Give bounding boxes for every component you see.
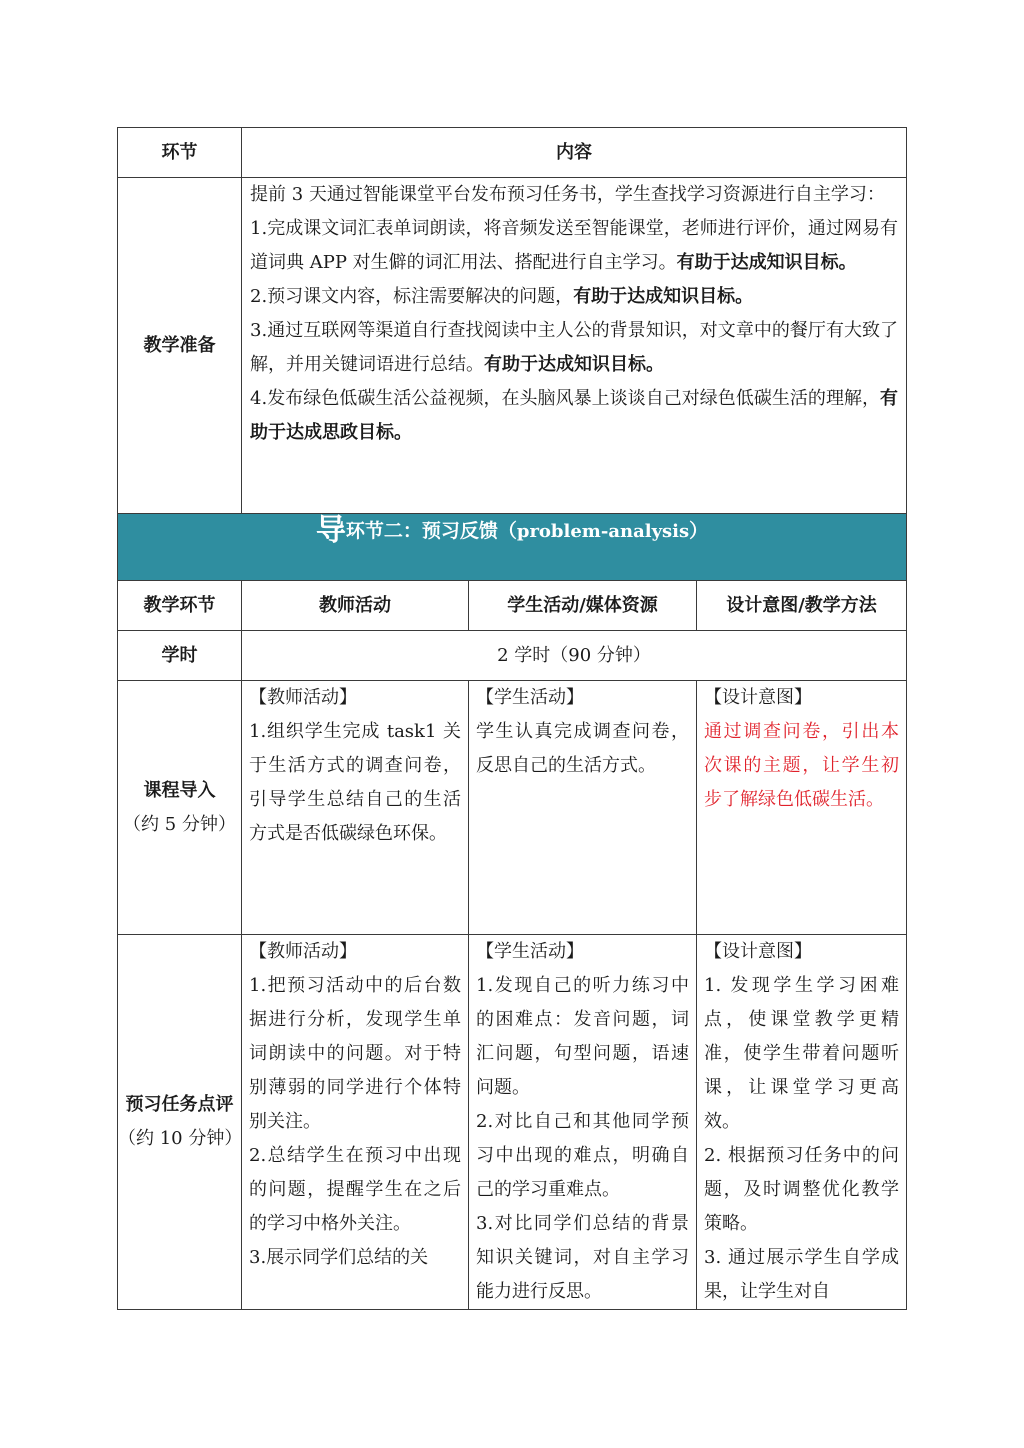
intro-row — [118, 681, 907, 935]
col-student-activity: 学生活动/媒体资源 — [469, 581, 697, 631]
intro-design-text: 通过调查问卷，引出本次课的主题，让学生初步了解绿色低碳生活。 — [704, 721, 900, 810]
review-teacher-item: 3.展示同学们总结的关 — [249, 1247, 429, 1268]
review-teacher-item: 2.总结学生在预习中出现的问题，提醒学生在之后的学习中格外关注。 — [249, 1145, 461, 1234]
prep-row — [118, 178, 907, 514]
intro-student-cell: 【学生活动】 学生认真完成调查问卷，反思自己的生活方式。 — [469, 681, 697, 935]
hours-label: 学时 — [118, 631, 242, 681]
section-title: 环节二：预习反馈（ — [345, 520, 517, 542]
review-teacher-cell: 【教师活动】 1.把预习活动中的后台数据进行分析，发现学生单词朗读中的问题。对于特别薄弱的同学进行个体特别关注。 2.总结学生在预习中出现的问题，提醒学生在之后的学习中格外关注。 3.展示同学们总结的关 — [242, 935, 469, 1310]
prep-item-3: 3.通过互联网等渠道自行查找阅读中主人公的背景知识，对文章中的餐厅有大致了解，并用关键词语进行总结。有助于达成知识目标。 — [250, 320, 899, 375]
intro-label-cell — [118, 681, 242, 935]
prep-label: 教学准备 — [118, 178, 242, 514]
hours-row — [118, 631, 907, 681]
review-row — [118, 935, 907, 1310]
review-student-cell: 【学生活动】 1.发现自己的听力练习中的困难点：发音问题，词汇问题，句型问题，语速问题。 2.对比自己和其他同学预习中出现的难点，明确自己的学习重难点。 3.对比同学们总结的背景知识关键词，对自主学习能力进行反思。 — [469, 935, 697, 1310]
review-design-item: 3. 通过展示学生自学成果，让学生对自 — [704, 1247, 900, 1302]
review-teacher-item: 1.把预习活动中的后台数据进行分析，发现学生单词朗读中的问题。对于特别薄弱的同学进行个体特别关注。 — [249, 975, 461, 1132]
review-design-item: 2. 根据预习任务中的问题，及时调整优化教学策略。 — [704, 1145, 900, 1234]
section-title-en: problem-analysis — [516, 521, 690, 542]
review-design-cell: 【设计意图】 1. 发现学生学习困难点，使课堂教学更精准，使学生带着问题听课，让课堂学习更高效。 2. 根据预习任务中的问题，及时调整优化教学策略。 3. 通过展示学生自学成果，让学生对自 — [697, 935, 907, 1310]
review-label: 预习任务点评（约 10 分钟） — [118, 1094, 243, 1149]
col-teaching-stage: 教学环节 — [118, 581, 242, 631]
prep-item-1: 1.完成课文词汇表单词朗读，将音频发送至智能课堂，老师进行评价，通过网易有道词典 APP 对生僻的词汇用法、搭配进行自主学习。有助于达成知识目标。 — [250, 218, 899, 273]
header-col-section: 环节 — [118, 128, 242, 178]
col-design-intent: 设计意图/教学方法 — [697, 581, 907, 631]
review-design-item: 1. 发现学生学习困难点，使课堂教学更精准，使学生带着问题听课，让课堂学习更高效。 — [704, 975, 900, 1132]
intro-label: 课程导入 — [143, 779, 216, 801]
section-banner: 导环节二：预习反馈（problem-analysis） — [118, 514, 907, 581]
col-teacher-activity: 教师活动 — [242, 581, 469, 631]
header-col-content: 内容 — [242, 128, 907, 178]
review-label-cell — [118, 935, 242, 1310]
hours-value: 2 学时（90 分钟） — [242, 631, 907, 681]
intro-teacher-text: 1.组织学生完成 task1 关于生活方式的调查问卷，引导学生总结自己的生活方式是否低碳绿色环保。 — [249, 721, 461, 844]
section-guide-icon: 导 — [315, 513, 346, 548]
review-student-item: 2.对比自己和其他同学预习中出现的难点，明确自己的学习重难点。 — [476, 1111, 689, 1200]
columns-header-row — [118, 581, 907, 631]
review-student-item: 3.对比同学们总结的背景知识关键词，对自主学习能力进行反思。 — [476, 1213, 689, 1302]
intro-teacher-cell: 【教师活动】 1.组织学生完成 task1 关于生活方式的调查问卷，引导学生总结自己的生活方式是否低碳绿色环保。 — [242, 681, 469, 935]
prep-item-4: 4.发布绿色低碳生活公益视频，在头脑风暴上谈谈自己对绿色低碳生活的理解，有助于达成思政目标。 — [250, 388, 899, 443]
intro-design-cell: 【设计意图】 通过调查问卷，引出本次课的主题，让学生初步了解绿色低碳生活。 — [697, 681, 907, 935]
prep-content — [242, 178, 907, 514]
section-banner-row — [118, 514, 907, 581]
intro-student-text: 学生认真完成调查问卷，反思自己的生活方式。 — [476, 721, 689, 776]
intro-duration: （约 5 分钟） — [123, 813, 236, 835]
prep-item-2: 2.预习课文内容，标注需要解决的问题，有助于达成知识目标。 — [250, 286, 754, 307]
table-header-row — [118, 128, 907, 178]
lesson-plan-table — [117, 127, 907, 1310]
review-student-item: 1.发现自己的听力练习中的困难点：发音问题，词汇问题，句型问题，语速问题。 — [476, 975, 689, 1098]
prep-intro: 提前 3 天通过智能课堂平台发布预习任务书，学生查找学习资源进行自主学习： — [250, 184, 885, 205]
